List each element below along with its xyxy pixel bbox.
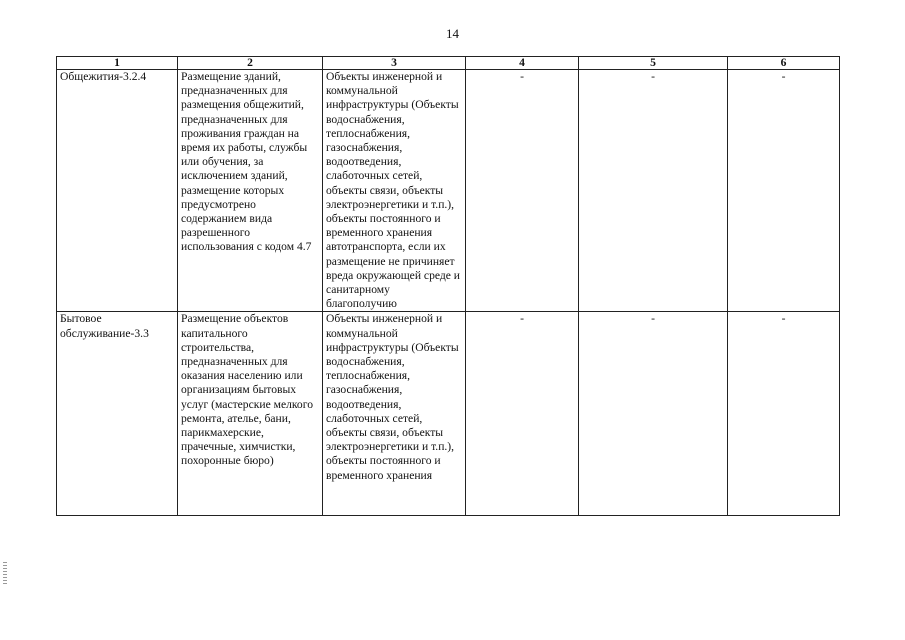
- description-cell: [178, 70, 323, 312]
- column-header-1: 1: [57, 57, 178, 70]
- value-cell-col6: -: [728, 70, 840, 312]
- page-number: 14: [446, 26, 459, 41]
- column-header-6: 6: [728, 57, 840, 70]
- column-header-3: 3: [323, 57, 466, 70]
- value-cell-col4: -: [466, 70, 579, 312]
- auxiliary-use-text: Объекты инженерной и коммунальной инфраструктуры (Объекты водоснабжения, теплоснабжения, газоснабжения, водоотведения, слаботочных сетей, объекты связи, объекты электроэнергетики и т.п.), объекты постоянного и временного хранения: [326, 312, 459, 482]
- use-type-cell: [57, 312, 178, 516]
- scan-margin-mark: [3, 562, 7, 584]
- description-cell: [178, 312, 323, 516]
- auxiliary-use-text: Объекты инженерной и коммунальной инфраструктуры (Объекты водоснабжения, теплоснабжения, газоснабжения, водоотведения, слаботочных сетей, объекты связи, объекты электроэнергетики и т.п.), объекты постоянного и временного хранения автотранспорта, если их размещение не причиняет вреда окружающей среде и санитарному благополучию: [326, 70, 461, 311]
- use-type-text: Общежития-3.2.4: [60, 70, 147, 83]
- auxiliary-use-cell: [323, 70, 466, 312]
- description-text: Размещение зданий, предназначенных для размещения общежитий, предназначенных для проживания граждан на время их работы, службы или обучения, за исключением зданий, размещение которых предусмотрено содержанием вида разрешенного использования с кодом 4.7: [181, 70, 312, 254]
- auxiliary-use-cell: [323, 312, 466, 516]
- value-cell-col5: [579, 312, 728, 516]
- value-text: -: [781, 312, 786, 326]
- value-text: -: [520, 312, 524, 326]
- column-header-4: 4: [466, 57, 579, 70]
- table-row: [57, 312, 840, 516]
- use-type-cell: [57, 70, 178, 312]
- column-header-5: 5: [579, 57, 728, 70]
- value-cell-col5: -: [579, 70, 728, 312]
- permitted-use-table: [56, 56, 840, 516]
- value-cell-col4: [466, 312, 579, 516]
- value-text: -: [651, 312, 655, 326]
- column-header-2: 2: [178, 57, 323, 70]
- table-row: [57, 70, 840, 312]
- table-header-row: [57, 57, 840, 70]
- use-type-text: Бытовое обслуживание-3.3: [60, 312, 149, 340]
- value-cell-col6: [728, 312, 840, 516]
- description-text: Размещение объектов капитального строительства, предназначенных для оказания населению или организациям бытовых услуг (мастерские мелкого ремонта, ателье, бани, парикмахерские, прачечные, химчистки, похоронные бюро): [181, 312, 313, 468]
